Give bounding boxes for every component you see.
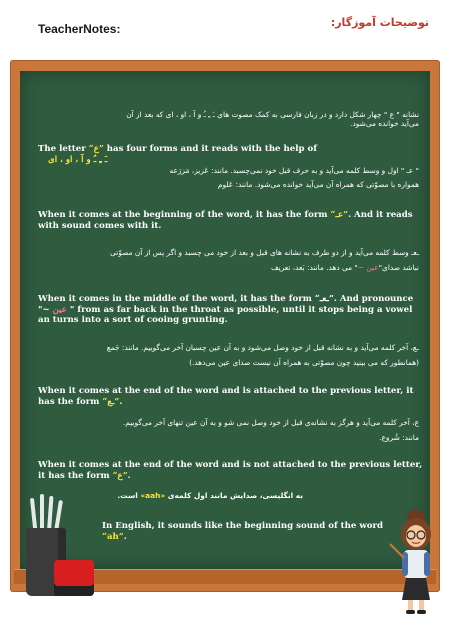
note-p4: When it comes at the beginning of the word, it has the form “عـ”. And it reads with sound comes with it.	[38, 210, 413, 231]
vowel-marks: ـَ ـِ ـُ و آ ، او ، ای	[48, 154, 108, 165]
note-p2: The letter “ع” has four forms and it reads with the help of ـَ ـِ ـُ و آ ، او ، ای	[38, 144, 317, 165]
note-p5: ـعـ وسط کلمه می‌آید و از دو طرف به نشانه های قبل و بعد از خود می چسبد و اگر پس از آن مصوّتی نباشد صدای"عین ~" می دهد. مانند: بَعد، تعریف	[110, 248, 419, 273]
note-p1-line2: می‌آید خوانده می‌شود.	[350, 119, 419, 129]
teacher-icon	[386, 508, 442, 616]
note-p9: ع، آخر کلمه می‌آید و هرگز به نشانه‌ی قبل از خود وصل نمی شو و به آن عین تنهای آخر می‌گوییم. مانند: شُروع.	[122, 418, 419, 443]
note-p12: In English, it sounds like the beginning sound of the word “ah”.	[102, 521, 384, 542]
note-p1-line1: نشانه " ع " چهار شکل دارد و در زبان فارسی به کمک مصوت های ـَ ـِ ـُ و آ ، او ، ای که بعد از آن	[126, 110, 419, 119]
title-en: TeacherNotes:	[38, 22, 121, 36]
note-p3: " عـ " اول و وسط کلمه می‌آید و به حرف قبل خود نمی‌چسبد. مانند: عَزیز، مَزرَعه همواره با مصوّتی که همراه آن می‌آید خوانده می‌شود. مانند: عَلوم	[169, 166, 419, 190]
note-p11: به انگلیسی، صدایش مانند اول کلمه‌ی «aah» است.	[117, 491, 303, 500]
note-p7: ـع، آخر کلمه می‌آید و به نشانه قبل از خود وصل می‌شود و به آن عین چسبان آخر می‌گوییم. مانند: جَمع (همانطور که می بینید چون مصوّتی به همراه آن نیست صدای عین می‌دهد.)	[106, 343, 419, 368]
note-p8: When it comes at the end of the word and is attached to the previous letter, it has the form “ـع”.	[38, 386, 414, 407]
eraser-icon	[54, 560, 94, 596]
note-p10: When it comes at the end of the word and is not attached to the previous letter, it has the form “ع”.	[38, 460, 423, 481]
note-p6: When it comes in the middle of the word, it has the form “ـعـ”. And pronounce "~ عین " from as far back in the throat as possible, until it stops being a vowel an turns into a sort of cooing grunting.	[38, 294, 414, 326]
note-p1	[29, 110, 419, 129]
title-fa: توضیحات آموزگار:	[330, 16, 429, 29]
